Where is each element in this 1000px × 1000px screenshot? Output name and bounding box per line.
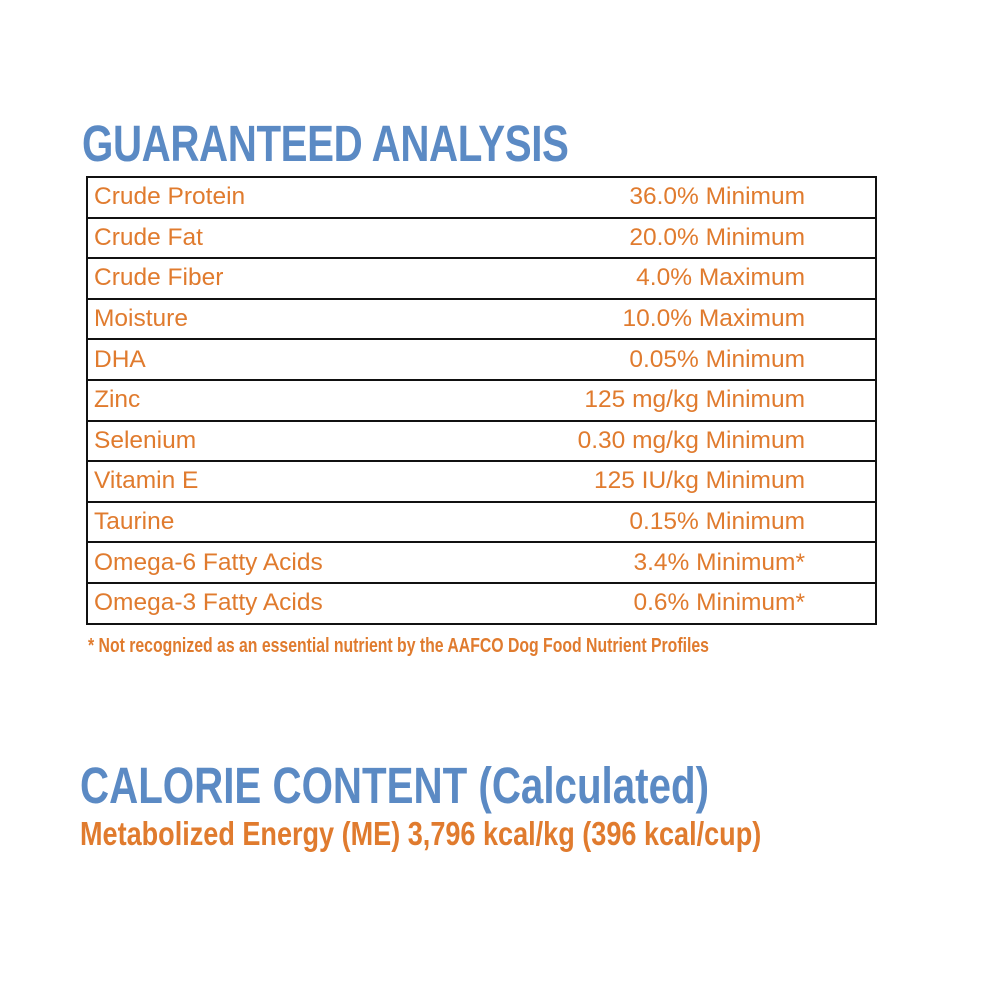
metabolized-energy: Metabolized Energy (ME) 3,796 kcal/kg (396 kcal/cup) <box>80 815 762 852</box>
nutrient-name: Vitamin E <box>87 461 482 502</box>
table-row <box>87 421 876 462</box>
table-row <box>87 299 876 340</box>
guaranteed-analysis-title: GUARANTEED ANALYSIS <box>82 115 569 172</box>
table-row <box>87 583 876 624</box>
nutrient-name: Crude Protein <box>87 177 482 218</box>
table-row <box>87 461 876 502</box>
table-row <box>87 218 876 259</box>
nutrient-value: 36.0% Minimum <box>482 177 877 218</box>
nutrient-name: Taurine <box>87 502 482 543</box>
nutrient-name: DHA <box>87 339 482 380</box>
nutrient-name: Zinc <box>87 380 482 421</box>
nutrient-value: 4.0% Maximum <box>482 258 877 299</box>
table-row <box>87 542 876 583</box>
nutrient-value: 0.30 mg/kg Minimum <box>482 421 877 462</box>
nutrient-name: Omega-3 Fatty Acids <box>87 583 482 624</box>
nutrient-value: 0.05% Minimum <box>482 339 877 380</box>
nutrient-name: Omega-6 Fatty Acids <box>87 542 482 583</box>
nutrient-name: Moisture <box>87 299 482 340</box>
nutrient-value: 125 mg/kg Minimum <box>482 380 877 421</box>
footnote: * Not recognized as an essential nutrient by the AAFCO Dog Food Nutrient Profiles <box>88 635 709 657</box>
table-row <box>87 339 876 380</box>
nutrient-value: 3.4% Minimum* <box>482 542 877 583</box>
table-row <box>87 177 876 218</box>
nutrient-value: 20.0% Minimum <box>482 218 877 259</box>
guaranteed-analysis-table <box>86 176 877 625</box>
calorie-content-title-main: CALORIE CONTENT <box>80 757 468 814</box>
nutrient-value: 10.0% Maximum <box>482 299 877 340</box>
calorie-content-title-suffix: (Calculated) <box>478 757 710 814</box>
nutrient-name: Selenium <box>87 421 482 462</box>
analysis-rows <box>87 177 876 624</box>
calorie-content-title <box>80 758 709 814</box>
nutrient-name: Crude Fiber <box>87 258 482 299</box>
table-row <box>87 258 876 299</box>
table-row <box>87 380 876 421</box>
table-row <box>87 502 876 543</box>
nutrient-name: Crude Fat <box>87 218 482 259</box>
nutrient-value: 125 IU/kg Minimum <box>482 461 877 502</box>
nutrient-value: 0.6% Minimum* <box>482 583 877 624</box>
nutrient-value: 0.15% Minimum <box>482 502 877 543</box>
